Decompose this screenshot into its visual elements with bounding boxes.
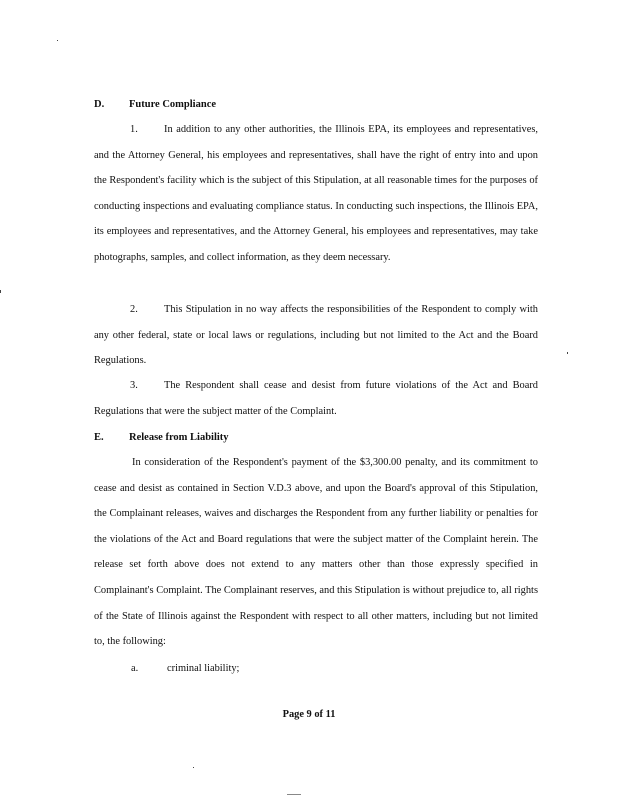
section-e-letter: E. (94, 432, 104, 443)
item-number: 1. (130, 124, 138, 135)
section-e-paragraph (94, 450, 538, 655)
list-item-text: criminal liability; (167, 663, 240, 674)
page-number-footer: Page 9 of 11 (282, 709, 336, 720)
scan-speck (57, 40, 58, 41)
section-d-item-3 (94, 373, 538, 424)
scan-speck (0, 290, 1, 293)
scan-speck (193, 767, 194, 768)
section-d-item-1 (94, 117, 538, 271)
section-d-letter: D. (94, 99, 105, 110)
section-d-heading (94, 99, 294, 113)
section-e-title: Release from Liability (129, 432, 229, 443)
section-d-title: Future Compliance (129, 99, 217, 110)
item-number: 3. (130, 380, 138, 391)
paragraph-text: In consideration of the Respondent's payment of the $3,300.00 penalty, and its commitment to cease and desist as contained in Section V.D.3 above, and upon the Board's approval of this Stipulation, the Complainant releases, waives and discharges the Respondent from any further liability or penalties for the violations of the Act and Board regulations that were the subject matter of the Complaint herein. The release set forth above does not extend to any matters other than those expressly specified in Complainant's Complaint. The Complainant reserves, and this Stipulation is without prejudice to, all rights of the State of Illinois against the Respondent with respect to all other matters, including but not limited to, the following: (94, 457, 538, 648)
section-e-list-item-a (131, 663, 239, 674)
scan-speck (567, 352, 568, 354)
item-text: In addition to any other authorities, the Illinois EPA, its employees and representatives, and the Attorney General, his employees and representatives, shall have the right of entry into and upon the Respondent's facility which is the subject of this Stipulation, at all reasonable times for the purposes of conducting inspections and evaluating compliance status. In conducting such inspections, the Illinois EPA, its employees and representatives, and the Attorney General, his employees and representatives, may take photographs, samples, and collect information, as they deem necessary. (94, 124, 538, 263)
list-marker: a. (131, 663, 139, 674)
section-e-heading (94, 432, 294, 446)
section-d-item-2 (94, 297, 538, 374)
scan-speck (287, 794, 301, 795)
item-text: This Stipulation in no way affects the responsibilities of the Respondent to comply with any other federal, state or local laws or regulations, including but not limited to the Act and the Board Regulations. (94, 304, 538, 367)
item-number: 2. (130, 304, 138, 315)
item-text: The Respondent shall cease and desist from future violations of the Act and Board Regulations that were the subject matter of the Complaint. (94, 380, 538, 417)
